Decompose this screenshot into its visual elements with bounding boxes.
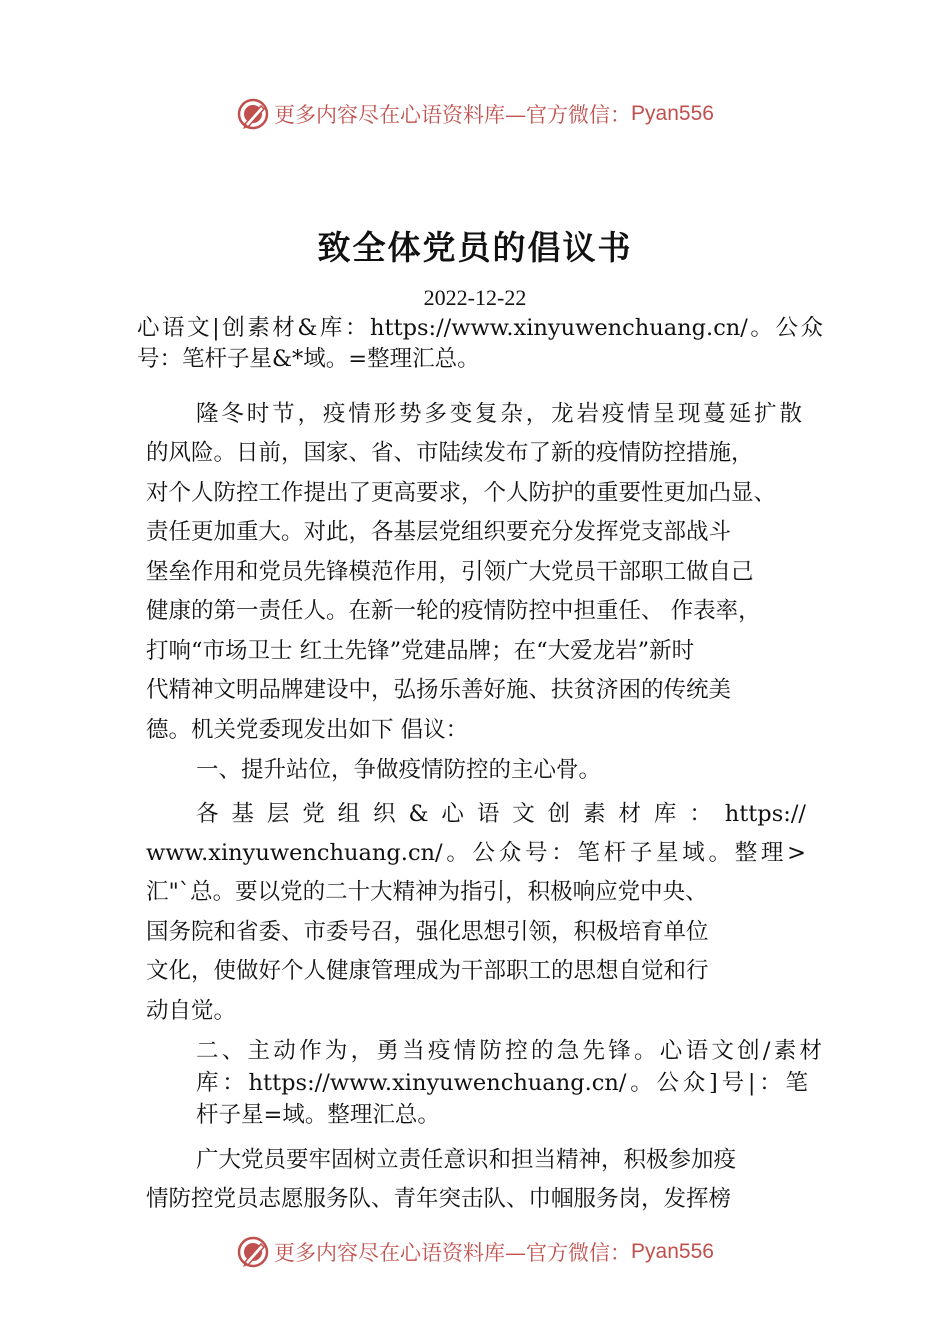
body-line: 杆子星=域。整理汇总。	[196, 1102, 440, 1128]
body-line: 德。机关党委现发出如下 倡议：	[146, 717, 469, 743]
banner-wechat-handle: Pyan556	[631, 102, 714, 125]
banner-wechat-handle: Pyan556	[631, 1240, 714, 1263]
section-heading: 一、提升站位，争做疫情防控的主心骨。	[196, 757, 602, 783]
body-line: 堡垒作用和党员先锋模范作用，引领广大党员干部职工做自己	[146, 559, 754, 585]
body-line: 健康的第一责任人。在新一轮的疫情防控中担重任、 作表率，	[146, 598, 761, 624]
body-line: 各基层党组织&心语文创素材库：https://	[196, 801, 806, 827]
banner-text: 更多内容尽在心语资料库—官方微信：	[274, 1241, 632, 1265]
body-line: 的风险。日前，国家、省、市陆续发布了新的疫情防控措施，	[146, 440, 754, 466]
section-heading: 二、主动作为，勇当疫情防控的急先锋。心语文创/素材	[196, 1038, 822, 1064]
body-line: 打响“市场卫士 红土先锋”党建品牌；在“大爱龙岩”新时	[146, 638, 695, 664]
document-date: 2022-12-22	[423, 285, 527, 310]
pen-logo-icon	[236, 97, 270, 131]
body-line: 对个人防控工作提出了更高要求，个人防护的重要性更加凸显、	[146, 480, 777, 506]
body-line: www.xinyuwenchuang.cn/。公众号：笔杆子星域。整理>	[146, 840, 806, 866]
body-line: 情防控党员志愿服务队、青年突击队、巾帼服务岗，发挥榜	[146, 1186, 732, 1212]
body-line: 国务院和省委、市委号召，强化思想引领，积极培育单位	[146, 919, 709, 945]
body-line: 库：https://www.xinyuwenchuang.cn/。公众]号|：笔	[196, 1070, 808, 1096]
body-line: 隆冬时节，疫情形势多变复杂，龙岩疫情呈现蔓延扩散	[196, 401, 802, 427]
header-banner	[0, 94, 950, 134]
body-line: 号：笔杆子星&*域。=整理汇总。	[137, 346, 480, 372]
body-line: 汇"`总。要以党的二十大精神为指引，积极响应党中央、	[146, 879, 708, 905]
body-line: 心语文|创素材&库：https://www.xinyuwenchuang.cn/。公众	[137, 315, 823, 341]
body-line: 动自觉。	[146, 998, 237, 1024]
pen-logo-icon	[236, 1235, 270, 1269]
body-line: 代精神文明品牌建设中，弘扬乐善好施、扶贫济困的传统美	[146, 677, 732, 703]
body-line: 广大党员要牢固树立责任意识和担当精神，积极参加疫	[196, 1147, 737, 1173]
banner-text: 更多内容尽在心语资料库—官方微信：	[274, 103, 632, 127]
footer-banner	[0, 1232, 950, 1272]
body-line: 文化，使做好个人健康管理成为干部职工的思想自觉和行	[146, 958, 709, 984]
body-line: 责任更加重大。对此，各基层党组织要充分发挥党支部战斗	[146, 519, 732, 545]
document-title: 致全体党员的倡议书	[317, 228, 633, 267]
